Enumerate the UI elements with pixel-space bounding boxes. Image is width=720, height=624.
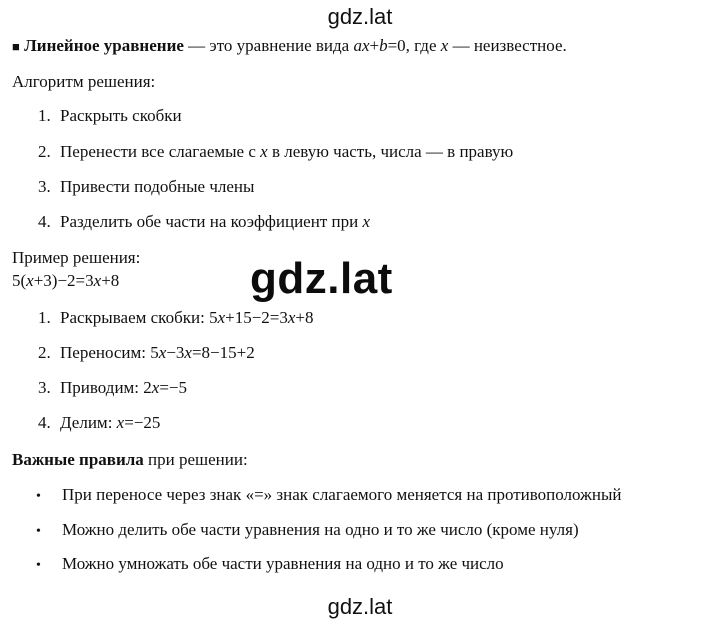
eq-part: +15−2=3 bbox=[225, 308, 288, 327]
definition-text-a: — это уравнение вида bbox=[183, 36, 354, 55]
rule-item-3 bbox=[36, 554, 504, 576]
eq-var: x bbox=[116, 413, 125, 432]
example-title: Пример решения: bbox=[12, 248, 141, 267]
step-number: 1. bbox=[38, 106, 51, 125]
eq-part: =−5 bbox=[159, 378, 188, 397]
eq-var: x bbox=[184, 343, 192, 362]
algorithm-title: Алгоритм решения: bbox=[12, 72, 156, 91]
step-label: Раскрываем скобки: bbox=[60, 308, 210, 327]
rule-text: Можно делить обе части уравнения на одно и то же число (кроме нуля) bbox=[62, 520, 579, 539]
step-text: Привести подобные члены bbox=[60, 177, 255, 196]
step-number: 2. bbox=[38, 343, 51, 362]
step-label: Делим: bbox=[60, 413, 117, 432]
step-number: 4. bbox=[38, 413, 51, 432]
step-text-a: Разделить обе части на коэффициент при bbox=[60, 212, 363, 231]
eq-zero: =0, где bbox=[387, 36, 441, 55]
step-number: 2. bbox=[38, 142, 51, 161]
rule-item-1 bbox=[36, 485, 621, 507]
step-number: 4. bbox=[38, 212, 51, 231]
eq-part: =8−15+2 bbox=[191, 343, 255, 362]
example-step-1 bbox=[38, 308, 314, 328]
rules-title-rest: при решении: bbox=[143, 450, 248, 469]
algorithm-step-3 bbox=[38, 177, 254, 197]
eq-part: −3 bbox=[166, 343, 185, 362]
eq-var-b: b bbox=[379, 36, 388, 55]
eq-var: x bbox=[151, 378, 160, 397]
eq-part: 5 bbox=[209, 308, 218, 327]
rules-title-bold: Важные правила bbox=[12, 450, 144, 469]
eq-part: +8 bbox=[101, 271, 120, 290]
algorithm-step-2 bbox=[38, 142, 513, 162]
eq-part: +3)−2=3 bbox=[33, 271, 94, 290]
rule-item-2 bbox=[36, 520, 579, 542]
eq-var: x bbox=[217, 308, 226, 327]
watermark-top: gdz.lat bbox=[327, 4, 393, 29]
eq-part: 5( bbox=[12, 271, 27, 290]
eq-var-a: ax bbox=[353, 36, 370, 55]
eq-var: x bbox=[26, 271, 34, 290]
step-label: Переносим: bbox=[60, 343, 151, 362]
step-text-b: в левую часть, числа — в правую bbox=[267, 142, 514, 161]
eq-plus: + bbox=[369, 36, 380, 55]
eq-var: x bbox=[158, 343, 167, 362]
definition-term: Линейное уравнение bbox=[24, 36, 184, 55]
bullet-icon: • bbox=[36, 524, 41, 539]
eq-var-x: x bbox=[440, 36, 449, 55]
bullet-icon: • bbox=[36, 558, 41, 573]
eq-var: x bbox=[287, 308, 296, 327]
eq-part: =−25 bbox=[124, 413, 161, 432]
step-text-a: Перенести все слагаемые с bbox=[60, 142, 261, 161]
watermark-bottom: gdz.lat bbox=[327, 594, 393, 619]
step-var: x bbox=[260, 142, 268, 161]
eq-var: x bbox=[93, 271, 102, 290]
watermark-center: gdz.lat bbox=[250, 254, 393, 303]
step-var: x bbox=[362, 212, 370, 231]
rule-text: Можно умножать обе части уравнения на одно и то же число bbox=[62, 554, 504, 573]
square-bullet-icon: ■ bbox=[12, 39, 20, 54]
rules-title bbox=[12, 450, 248, 470]
step-number: 3. bbox=[38, 378, 51, 397]
eq-part: 5 bbox=[150, 343, 159, 362]
example-step-2 bbox=[38, 343, 255, 363]
definition-text-end: — неизвестное. bbox=[448, 36, 567, 55]
example-equation bbox=[12, 271, 119, 291]
bullet-icon: • bbox=[36, 489, 41, 504]
eq-part: +8 bbox=[295, 308, 314, 327]
example-step-4 bbox=[38, 413, 160, 433]
rule-text: При переносе через знак «=» знак слагаемого меняется на противоположный bbox=[62, 485, 622, 504]
eq-part: 2 bbox=[143, 378, 152, 397]
step-text: Раскрыть скобки bbox=[60, 106, 182, 125]
step-number: 3. bbox=[38, 177, 51, 196]
algorithm-step-4 bbox=[38, 212, 370, 232]
example-step-3 bbox=[38, 378, 187, 398]
step-number: 1. bbox=[38, 308, 51, 327]
algorithm-step-1 bbox=[38, 106, 182, 126]
step-label: Приводим: bbox=[60, 378, 144, 397]
definition-line bbox=[12, 36, 567, 57]
